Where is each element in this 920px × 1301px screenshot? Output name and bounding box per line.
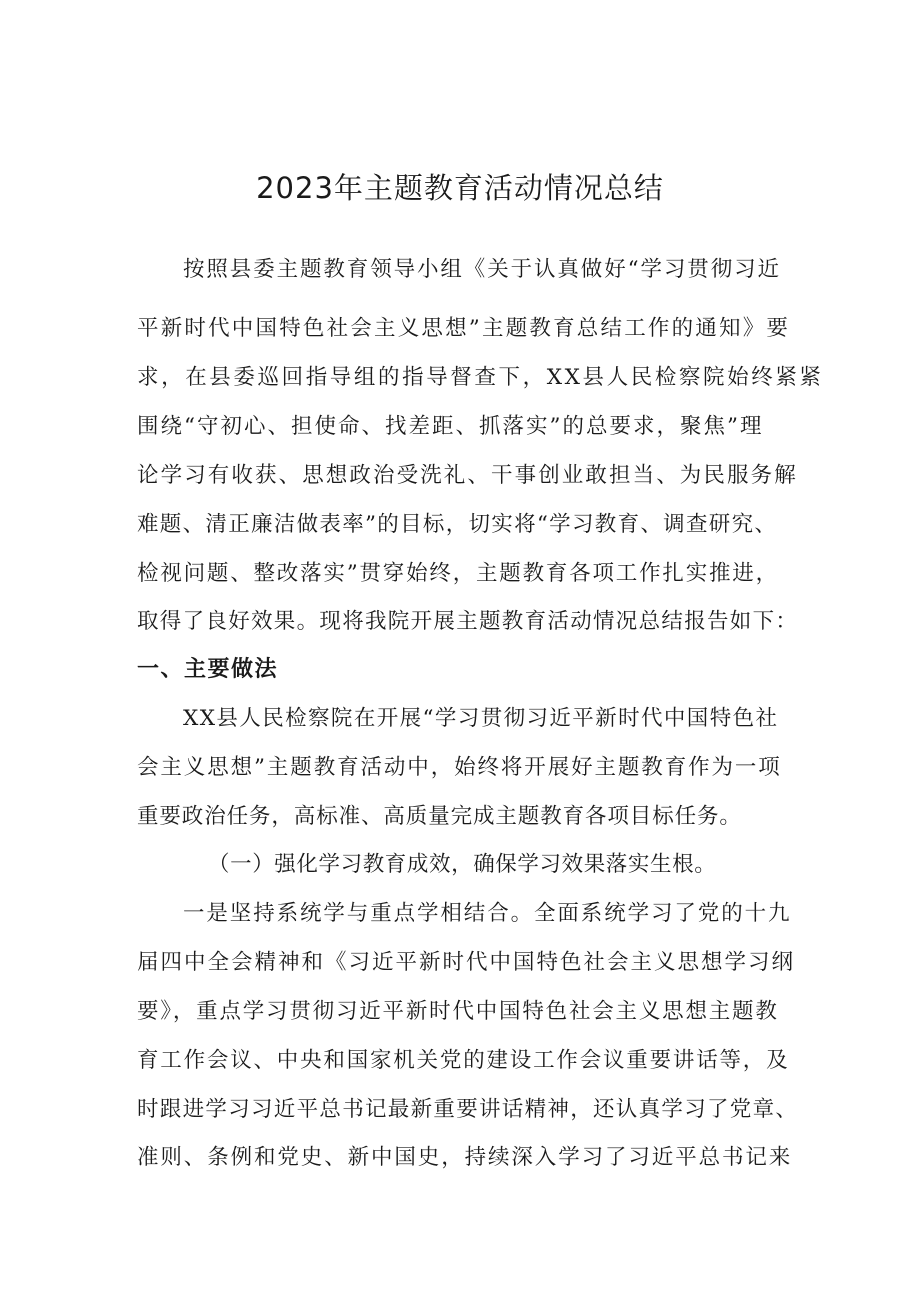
section-heading-line xyxy=(0,648,920,692)
paragraph-line xyxy=(0,248,920,292)
paragraph-text: 准则、条例和党史、新中国史，持续深入学习了习近平总书记来 xyxy=(137,1145,793,1170)
subsection-heading-line xyxy=(0,843,920,887)
paragraph-text: 重要政治任务，高标准、高质量完成主题教育各项目标任务。 xyxy=(137,804,742,829)
paragraph-line xyxy=(0,795,920,839)
paragraph-text: 检视问题、整改落实”贯穿始终，主题教育各项工作扎实推进， xyxy=(137,561,779,586)
paragraph-line xyxy=(0,356,920,400)
paragraph-line xyxy=(0,405,920,449)
paragraph-line xyxy=(0,892,920,936)
paragraph-line xyxy=(0,503,920,547)
paragraph-line xyxy=(0,1088,920,1132)
document-title: 2023年主题教育活动情况总结 xyxy=(256,171,664,205)
paragraph-text: 时跟进学习习近平总书记最新重要讲话精神，还认真学习了党章、 xyxy=(137,1097,799,1122)
paragraph-line xyxy=(0,746,920,790)
subsection-heading: （一）强化学习教育成效，确保学习效果落实生根。 xyxy=(208,852,717,877)
paragraph-line xyxy=(0,552,920,596)
paragraph-text: 一是坚持系统学与重点学相结合。全面系统学习了党的十九 xyxy=(183,901,792,926)
paragraph-line xyxy=(0,454,920,498)
paragraph-text: 育工作会议、中央和国家机关党的建设工作会议重要讲话等，及 xyxy=(137,1048,790,1073)
paragraph-text: 会主义思想”主题教育活动中，始终将开展好主题教育作为一项 xyxy=(137,755,782,780)
paragraph-line xyxy=(0,990,920,1034)
paragraph-text: XX县人民检察院在开展“学习贯彻习近平新时代中国特色社 xyxy=(183,706,779,731)
paragraph-line xyxy=(0,600,920,644)
paragraph-text: 难题、清正廉洁做表率”的目标，切实将“学习教育、调查研究、 xyxy=(137,512,778,537)
paragraph-text: 取得了良好效果。现将我院开展主题教育活动情况总结报告如下： xyxy=(137,609,799,634)
paragraph-text: 平新时代中国特色社会主义思想”主题教育总结工作的通知》要 xyxy=(137,316,791,341)
paragraph-line xyxy=(0,1039,920,1083)
paragraph-text: 求，在县委巡回指导组的指导督查下，XX县人民检察院始终紧紧 xyxy=(137,365,824,390)
paragraph-text: 按照县委主题教育领导小组《关于认真做好“学习贯彻习近 xyxy=(183,257,781,282)
paragraph-text: 论学习有收获、思想政治受洗礼、干事创业敢担当、为民服务解 xyxy=(137,463,798,488)
paragraph-line xyxy=(0,307,920,351)
paragraph-text: 围绕“守初心、担使命、找差距、抓落实”的总要求，聚焦”理 xyxy=(137,414,764,439)
paragraph-line xyxy=(0,697,920,741)
paragraph-line xyxy=(0,1136,920,1180)
paragraph-text: 届四中全会精神和《习近平新时代中国特色社会主义思想学习纲 xyxy=(137,950,796,975)
paragraph-text: 要》，重点学习贯彻习近平新时代中国特色社会主义思想主题教 xyxy=(137,999,779,1024)
section-heading: 一、主要做法 xyxy=(137,657,279,682)
paragraph-line xyxy=(0,941,920,985)
